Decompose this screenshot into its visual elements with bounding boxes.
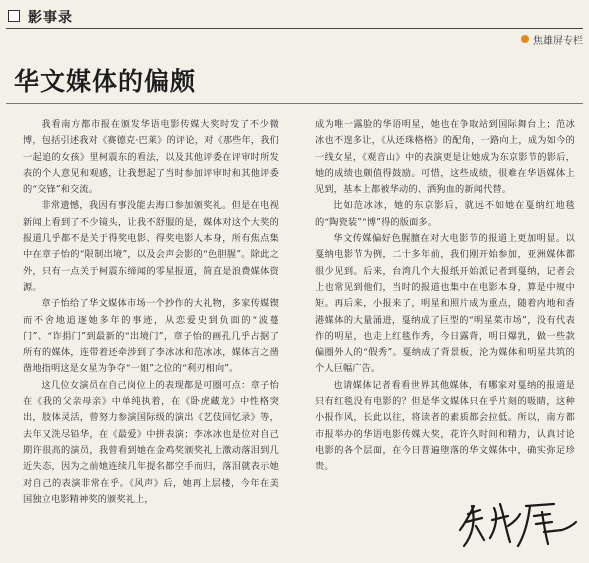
- orange-dot-icon: [521, 35, 529, 43]
- article-column-right: [315, 117, 575, 476]
- signature-icon: [454, 492, 580, 552]
- title-rule: [6, 103, 583, 104]
- paragraph: 我看南方都市报在颁发华语电影传媒大奖时发了不少微博，包括引述我对《赛德克·巴莱》的评论，对《那些年，我们一起追的女孩》里柯震东的看法，以及其他评委在评审时所发表的个人意见和观感，让我想起了当时参加评审时和其他评委的“交锋”和交流。: [23, 119, 279, 196]
- paragraph: 非常遗憾，我因有事没能去海口参加颁奖礼。但是在电视新闻上看到了不少镜头，让我不舒服的是，媒体对这个大奖的报道几乎都不是关于得奖电影、得奖电影人本身，所有焦点集中在章子怡的“限制出境”，以及会声会影的“色胆腥”。除此之外，只有一点关于柯震东缔闻的零星报道，简直是浪费媒体资源。: [23, 200, 279, 293]
- column-name: 影事录: [28, 10, 73, 26]
- checkbox-square-icon: [8, 10, 20, 22]
- paragraph: 章子怡给了华文媒体市场一个抄作的大礼物，多家传媒锲而不舍地追逐她多年的事迹，从恋爱史到负面的“波蔓门”、“诈捐门”到最新的“出境门”，章子怡的画孔几乎占据了所有的媒体，连带着还牵涉到了李冰冰和范冰冰，媒体言之凿凿地指明这是女星为争夺“一姐”之位的“利刃相向”。: [23, 298, 279, 375]
- paragraph: 这几位女演员在自己岗位上的表现都是可圈可点：章子怡在《我的父亲母亲》中单纯执着，在《卧虎藏龙》中性格突出，肢体灵活，曾努力参演国际级的演出《艺伎回忆录》等，去年又洗尽铅华，在《最爱》中拼表演；李冰冰也是位对自己期许很高的演员，我曾看到她在金鸡奖颁奖礼上激动落泪到几近失态，因为之前她连续几年提名都空手而归，落泪就表示她对自己的表演非常在乎。《风声》后，她再上层楼，今年在美国独立电影精神奖的颁奖礼上，: [23, 379, 279, 505]
- paragraph: 华文传媒偏好色腥膻在对大电影节的报道上更加明显。以戛纳电影节为例，二十多年前，我们刚开始参加，亚洲媒体都很少见到。后来，台湾几个大报纸开始派记者到戛纳，记者会上也常见到他们，当时的报道也集中在电影本身，算是中规中矩。再后来，小报来了，明星和照片成为重点，随着内地和香港媒体的大量涌进，戛纳成了巨型的“明星菜市场”，没有代表作的明星，也走上红毯作秀，今日露背，明日爆乳，做一些款偏圈外人的“假秀”。戛纳成了背景板，沦为媒体和明星共筑的个人巨幅广告。: [315, 233, 575, 375]
- paragraph-continued: 成为唯一露脸的华语明星，她也在争取站到国际舞台上；范冰冰也不遑多让，《从还珠格格》的配角，一路向上，成为如今的一线女星，《观音山》中的表演更是让她成为东京影节的影后，她的成绩也颇值得鼓励。可惜，这些成绩，很难在华语媒体上见到，基本上都被华动的、洒狗血的新闻代替。: [315, 119, 575, 196]
- column-header: [6, 6, 583, 28]
- paragraph: 也请媒体记者看看世界其他媒体，有哪家对戛纳的报道是只有红毯没有电影的？但是华文媒体只在乎片刻的吸睛，这种小报作风，长此以往，将读者的素质都会拉低。所以，南方都市报举办的华语电影传媒大奖，花许久时间和精力，认真讨论电影的各个层面，在今日普遍堕落的华文媒体中，确实弥足珍贵。: [315, 379, 575, 473]
- byline: [521, 32, 583, 46]
- paragraph: 比如范冰冰，她的东京影后，就远不如她在戛纳红地毯的“陶瓷装”“博”得的版面多。: [315, 200, 575, 228]
- byline-text: 焦雄屏专栏: [533, 35, 583, 47]
- author-signature: [454, 492, 580, 552]
- article-column-left: [23, 117, 279, 508]
- article-title: 华文媒体的偏颇: [14, 67, 197, 96]
- header-rule: [6, 28, 583, 29]
